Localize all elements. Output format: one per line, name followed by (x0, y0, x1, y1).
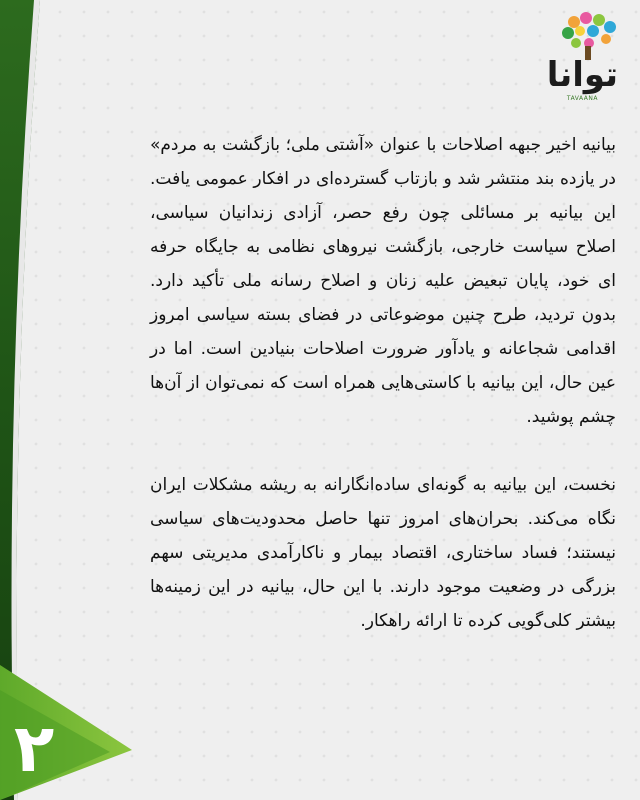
left-decorative-strip (0, 0, 140, 800)
paragraph-2: نخست، این بیانیه به گونه‌ای ساده‌انگارانه به ریشه مشکلات ایران نگاه می‌کند. بحران‌های امروز تنها حاصل محدودیت‌های سیاسی نیستند؛ فساد ساختاری، اقتصاد بیمار و ناکارآمدی مدیریتی سهم بزرگی در وضعیت موجود دارند. با این حال، بیانیه در این زمینه‌ها بیشتر کلی‌گویی کرده تا ارائه راهکار. (150, 475, 616, 631)
logo-wordmark: توانا (546, 55, 618, 95)
logo-subtitle: TAVAANA (566, 95, 598, 102)
article-body (150, 128, 616, 638)
paragraph-1: بیانیه اخیر جبهه اصلاحات با عنوان «آشتی ملی؛ بازگشت به مردم» در یازده بند منتشر شد و بازتاب گسترده‌ای در افکار عمومی یافت. این بیانیه بر مسائلی چون رفع حصر، آزادی زندانیان سیاسی، اصلاح سیاست خارجی، بازگشت نیروهای نظامی به جایگاه حرفه ای خود، پایان تبعیض علیه زنان و اصلاح رسانه ملی تأکید دارد. بدون تردید، طرح چنین موضوعاتی در فضای بسته سیاسی امروز اقدامی شجاعانه و یادآور ضرورت اصلاحات بنیادین است. اما در عین حال، این بیانیه با کاستی‌هایی همراه است که نمی‌توان از آن‌ها چشم پوشید. (150, 135, 616, 427)
page-number: ۲ (14, 710, 55, 787)
